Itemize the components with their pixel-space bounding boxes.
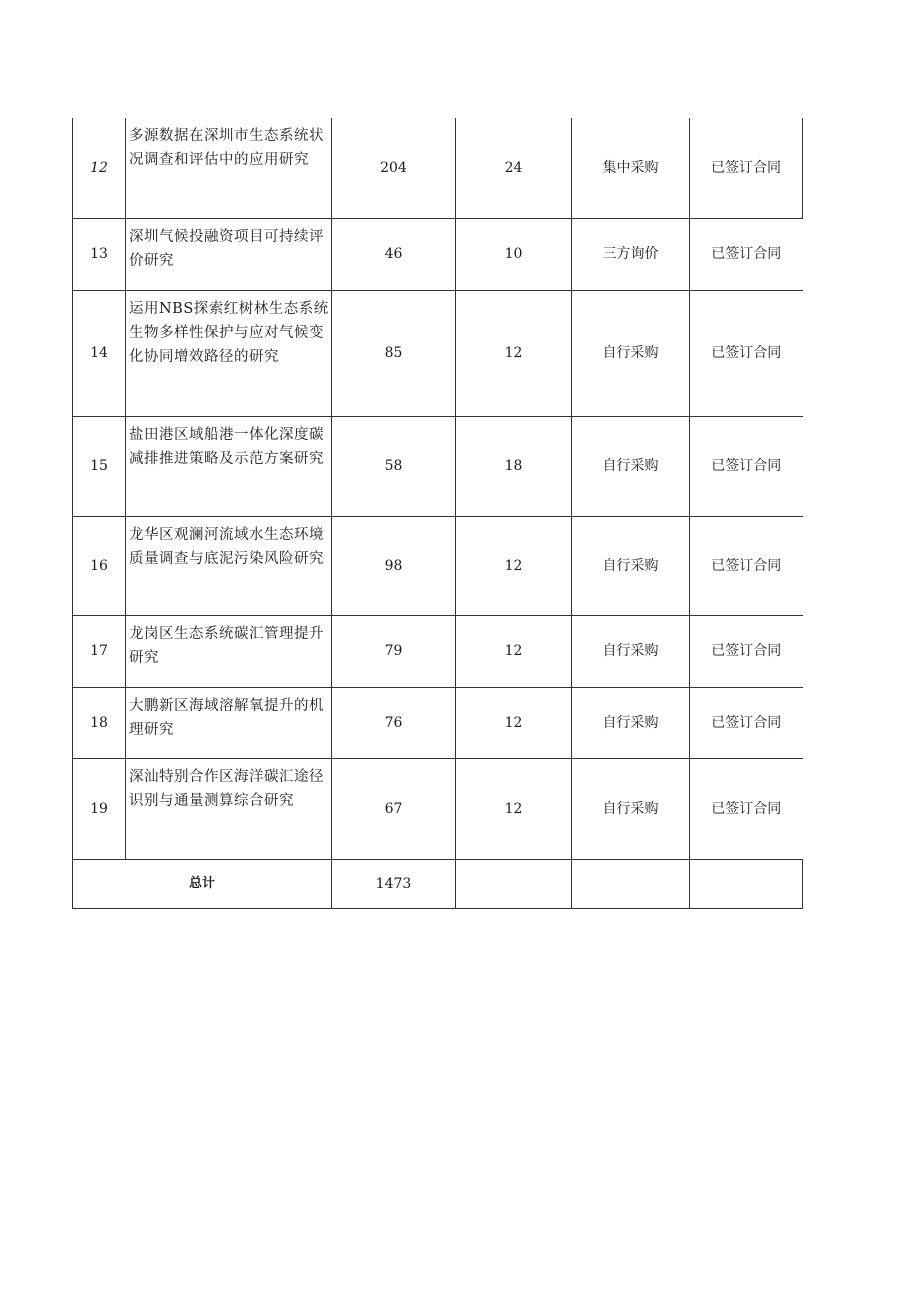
procurement-method-cell: 三方询价 [572, 218, 690, 290]
amount-cell: 85 [332, 290, 456, 416]
amount-cell: 76 [332, 687, 456, 758]
row-number: 18 [73, 687, 126, 758]
amount-cell: 46 [332, 218, 456, 290]
duration-cell: 12 [456, 758, 572, 859]
row-number: 12 [73, 118, 126, 218]
amount-cell: 79 [332, 615, 456, 687]
table-row [73, 687, 803, 758]
project-name: 深圳气候投融资项目可持续评价研究 [126, 218, 332, 290]
procurement-method-cell: 自行采购 [572, 516, 690, 615]
contract-status-cell: 已签订合同 [690, 615, 803, 687]
table-row [73, 218, 803, 290]
total-row [73, 859, 803, 908]
procurement-method-cell: 自行采购 [572, 615, 690, 687]
procurement-method-cell: 自行采购 [572, 416, 690, 516]
row-number: 19 [73, 758, 126, 859]
project-name: 龙岗区生态系统碳汇管理提升研究 [126, 615, 332, 687]
project-name: 龙华区观澜河流域水生态环境质量调查与底泥污染风险研究 [126, 516, 332, 615]
procurement-method-cell: 集中采购 [572, 118, 690, 218]
table-row [73, 516, 803, 615]
row-number: 16 [73, 516, 126, 615]
contract-status-cell: 已签订合同 [690, 118, 803, 218]
duration-cell: 12 [456, 516, 572, 615]
procurement-method-cell: 自行采购 [572, 290, 690, 416]
total-duration-empty [456, 859, 572, 908]
contract-status-cell: 已签订合同 [690, 290, 803, 416]
duration-cell: 18 [456, 416, 572, 516]
table-row [73, 758, 803, 859]
project-name: 盐田港区域船港一体化深度碳减排推进策略及示范方案研究 [126, 416, 332, 516]
duration-cell: 10 [456, 218, 572, 290]
project-name: 运用NBS探索红树林生态系统生物多样性保护与应对气候变化协同增效路径的研究 [126, 290, 332, 416]
duration-cell: 12 [456, 615, 572, 687]
procurement-method-cell: 自行采购 [572, 758, 690, 859]
amount-cell: 58 [332, 416, 456, 516]
table-row [73, 118, 803, 218]
table-row [73, 416, 803, 516]
project-name: 大鹏新区海域溶解氧提升的机理研究 [126, 687, 332, 758]
amount-cell: 67 [332, 758, 456, 859]
contract-status-cell: 已签订合同 [690, 758, 803, 859]
amount-cell: 98 [332, 516, 456, 615]
total-status-empty [690, 859, 803, 908]
row-number: 15 [73, 416, 126, 516]
total-label: 总计 [73, 859, 332, 908]
table-row [73, 290, 803, 416]
row-number: 13 [73, 218, 126, 290]
contract-status-cell: 已签订合同 [690, 218, 803, 290]
row-number: 17 [73, 615, 126, 687]
project-name: 多源数据在深圳市生态系统状况调查和评估中的应用研究 [126, 118, 332, 218]
table-row [73, 615, 803, 687]
duration-cell: 24 [456, 118, 572, 218]
contract-status-cell: 已签订合同 [690, 516, 803, 615]
contract-status-cell: 已签订合同 [690, 687, 803, 758]
total-amount: 1473 [332, 859, 456, 908]
duration-cell: 12 [456, 687, 572, 758]
amount-cell: 204 [332, 118, 456, 218]
project-name: 深汕特别合作区海洋碳汇途径识别与通量测算综合研究 [126, 758, 332, 859]
total-method-empty [572, 859, 690, 908]
duration-cell: 12 [456, 290, 572, 416]
procurement-method-cell: 自行采购 [572, 687, 690, 758]
project-table-container [72, 118, 803, 909]
project-table [72, 118, 803, 909]
row-number: 14 [73, 290, 126, 416]
contract-status-cell: 已签订合同 [690, 416, 803, 516]
